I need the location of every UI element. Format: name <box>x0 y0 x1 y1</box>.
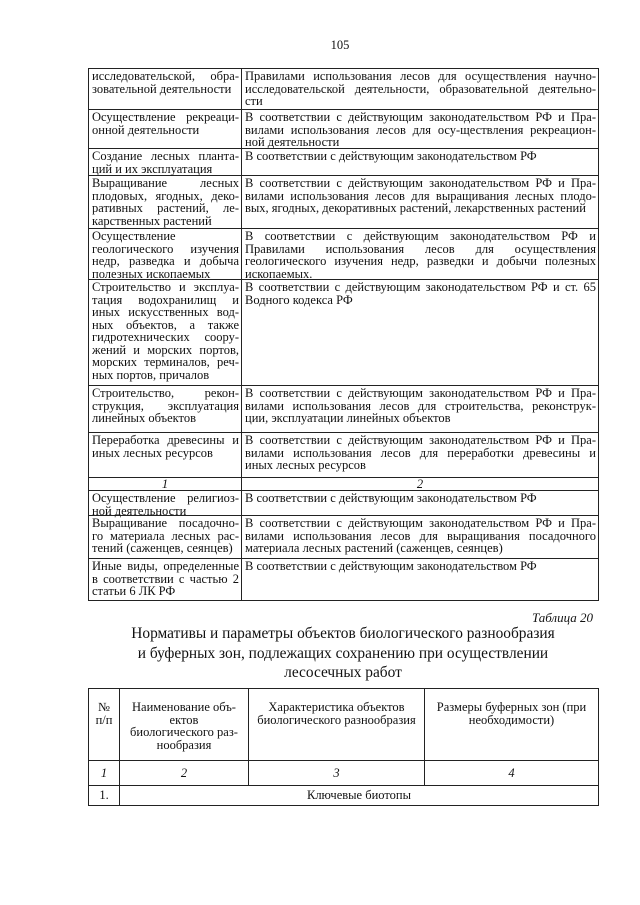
basis-line: В соответствии с действующим законодательством РФ и Пра- <box>245 386 596 400</box>
header-line: биологического разнообразия <box>257 712 416 727</box>
basis-line: В соответствии с действующим законодательством РФ и Пра- <box>245 433 596 447</box>
activity-line: тация водохранилищ и <box>92 292 239 307</box>
basis-line: В соответствии с действующим законодательством РФ <box>245 149 537 163</box>
basis-line: В соответствии с действующим законодательством РФ <box>245 559 537 573</box>
activity-line: Строительство и эксплуа- <box>92 280 239 294</box>
activity-line: Создание лесных планта- <box>92 149 239 163</box>
legal-basis-cell <box>242 433 599 478</box>
legal-basis-cell <box>242 386 599 433</box>
activity-line: ций и их эксплуатация <box>92 161 213 176</box>
activity-cell <box>89 110 242 149</box>
table-title-line: и буферных зон, подлежащих сохранению при осуществлении <box>137 644 549 662</box>
basis-line: вилами использования лесов для осу-ществления рекреацион- <box>245 122 596 137</box>
activity-cell <box>89 433 242 478</box>
legal-basis-cell <box>242 516 599 559</box>
activity-line: карственных растений <box>92 213 212 228</box>
legal-basis-cell <box>242 559 599 601</box>
basis-line: геологического изучения недр, разведки и добычи полезных <box>245 254 596 268</box>
activity-line: исследовательской, обра- <box>92 69 239 83</box>
basis-line: Правилами использования лесов для осуществления научно- <box>245 69 596 83</box>
table-title-line: Нормативы и параметры объектов биологического разнообразия <box>131 625 555 642</box>
activity-line: струкция, эксплуатация <box>92 398 239 413</box>
basis-line: вилами использования лесов для выращивания лесных плодо- <box>245 188 596 203</box>
header-line: Наименование объ- <box>132 700 236 714</box>
activity-line: плодовых, ягодных, деко- <box>92 188 239 203</box>
basis-line: Водного кодекса РФ <box>245 292 353 307</box>
activity-line: тений (саженцев, сеянцев) <box>92 541 233 555</box>
activity-line: Иные виды, определенные <box>92 559 239 573</box>
activity-line: гидротехнических соору- <box>92 330 239 344</box>
header-line: биологического раз- <box>130 725 238 740</box>
activity-line: онной деятельности <box>92 122 200 137</box>
activity-cell <box>89 516 242 559</box>
table-title <box>43 624 640 683</box>
basis-line: В соответствии с действующим законодательством РФ и Пра- <box>245 176 596 190</box>
basis-line: материала лесных растений (саженцев, сеянцев) <box>245 541 503 555</box>
legal-basis-cell <box>242 69 599 110</box>
basis-line: Правилами использования лесов для осуществления <box>245 241 596 256</box>
header-line: п/п <box>95 712 113 727</box>
basis-line: исследовательской деятельности, образовательной деятельно- <box>245 81 596 96</box>
activity-line: ных портов, причалов <box>92 367 210 382</box>
legal-basis-cell <box>242 149 599 176</box>
header-line: Характеристика объектов <box>268 700 405 714</box>
biodiversity-objects-table <box>88 688 599 806</box>
activity-line: го материала лесных рас- <box>92 528 239 543</box>
column-number-cell: 4 <box>425 761 599 786</box>
header-characteristic <box>249 689 425 761</box>
header-line: нообразия <box>156 738 212 753</box>
activity-line: Переработка древесины и <box>92 433 239 447</box>
legal-basis-cell <box>242 110 599 149</box>
activity-line: линейных объектов <box>92 411 196 425</box>
header-line: ектов <box>169 712 199 727</box>
activity-line: Выращивание лесных <box>92 176 239 190</box>
activity-cell <box>89 229 242 280</box>
basis-line: ископаемых. <box>245 266 313 281</box>
header-number <box>89 689 120 761</box>
activity-line: геологического изучения <box>92 241 239 256</box>
basis-line: сти <box>245 94 263 108</box>
header-line: Размеры буферных зон (при <box>436 700 587 714</box>
basis-line: В соответствии с действующим законодательством РФ <box>245 491 537 505</box>
column-number-cell: 1 <box>89 478 242 491</box>
column-number-cell: 1 <box>89 761 120 786</box>
activity-line: статьи 6 ЛК РФ <box>92 584 176 598</box>
activity-line: зовательной деятельности <box>92 81 232 96</box>
table-title-line: лесосечных работ <box>284 664 402 681</box>
activity-line: Выращивание посадочно- <box>92 516 239 530</box>
basis-line: вилами использования лесов для переработки древесины и <box>245 445 596 460</box>
activity-line: ной деятельности <box>92 503 187 518</box>
activity-cell <box>89 386 242 433</box>
activity-cell <box>89 280 242 386</box>
activity-line: ных объектов, а также <box>92 317 239 332</box>
activity-line: ративных растений, ле- <box>92 201 239 215</box>
activity-line: морских терминалов, реч- <box>92 355 239 369</box>
basis-line: ции, эксплуатации линейных объектов <box>245 411 451 425</box>
activity-line: недр, разведка и добыча <box>92 254 239 268</box>
legal-basis-cell <box>242 176 599 229</box>
activity-line: Осуществление религиоз- <box>92 491 239 505</box>
section-heading-cell: Ключевые биотопы <box>120 786 599 806</box>
column-number-cell: 3 <box>249 761 425 786</box>
activity-line: иных лесных ресурсов <box>92 445 213 460</box>
header-line: № <box>98 700 110 714</box>
basis-line: вилами использования лесов для строительства, реконструк- <box>245 398 596 413</box>
column-number-cell: 2 <box>120 761 249 786</box>
forest-use-table <box>88 68 599 601</box>
legal-basis-cell <box>242 280 599 386</box>
activity-cell <box>89 559 242 601</box>
basis-line: В соответствии с действующим законодательством РФ и <box>245 229 596 243</box>
row-number-cell: 1. <box>89 786 120 806</box>
activity-line: иных искусственных вод- <box>92 305 239 319</box>
header-object-name <box>120 689 249 761</box>
activity-cell <box>89 149 242 176</box>
activity-cell <box>89 176 242 229</box>
legal-basis-cell <box>242 229 599 280</box>
header-buffer-size <box>425 689 599 761</box>
activity-line: Осуществление <box>92 229 176 243</box>
activity-line: жений и морских портов, <box>92 342 239 357</box>
basis-line: ной деятельности <box>245 135 340 149</box>
basis-line: вых, ягодных, декоративных растений, лекарственных растений <box>245 201 586 215</box>
basis-line: В соответствии с действующим законодательством РФ и Пра- <box>245 516 596 530</box>
column-number-cell: 2 <box>242 478 599 491</box>
basis-line: иных лесных ресурсов <box>245 458 366 472</box>
activity-line: Строительство, рекон- <box>92 386 239 400</box>
basis-line: вилами использования лесов для выращивания посадочного <box>245 528 596 543</box>
activity-line: в соответствии с частью 2 <box>92 571 239 586</box>
basis-line: В соответствии с действующим законодательством РФ и Пра- <box>245 110 596 124</box>
activity-cell <box>89 491 242 516</box>
activity-line: Осуществление рекреаци- <box>92 110 239 124</box>
table-caption: Таблица 20 <box>531 610 593 625</box>
activity-line: полезных ископаемых <box>92 266 211 281</box>
page-number: 105 <box>330 38 350 52</box>
header-line: необходимости) <box>468 712 555 727</box>
activity-cell <box>89 69 242 110</box>
legal-basis-cell <box>242 491 599 516</box>
basis-line: В соответствии с действующим законодательством РФ и ст. 65 <box>245 280 596 294</box>
